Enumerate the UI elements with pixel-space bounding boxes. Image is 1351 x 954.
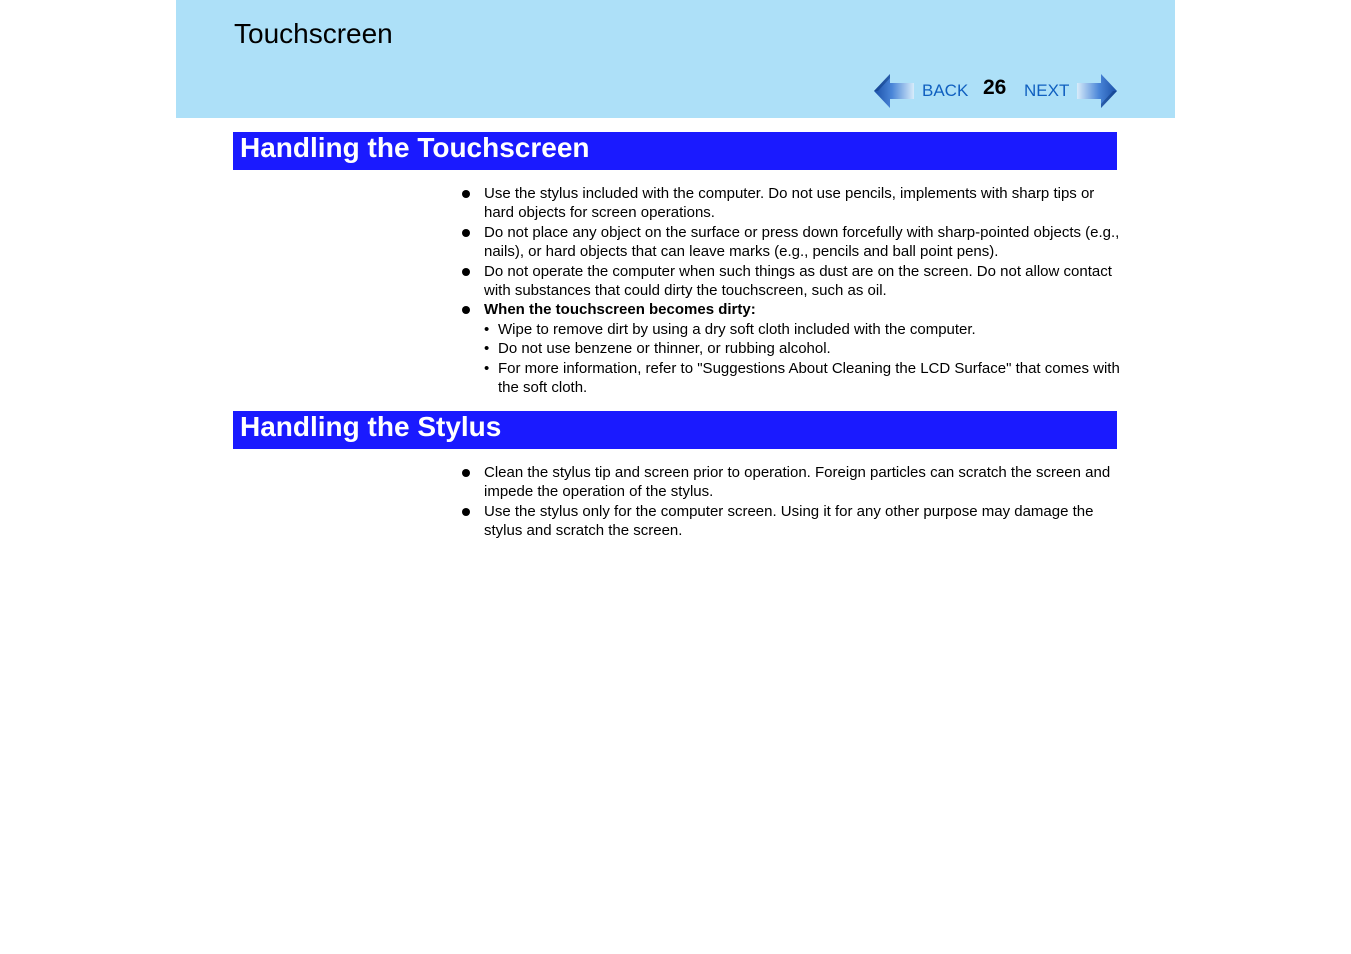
bullet-icon — [462, 229, 470, 237]
bullet-icon — [462, 508, 470, 516]
list-item — [460, 300, 1120, 397]
page-header — [176, 0, 1175, 118]
list-item — [460, 223, 1120, 262]
list-item — [460, 463, 1120, 502]
sub-bullet: • — [484, 320, 490, 338]
list-item-text: Use the stylus included with the computer. Do not use pencils, implements with sharp tips or hard objects for screen operations. — [484, 185, 1095, 222]
list-item-subheading: When the touchscreen becomes dirty: — [484, 301, 756, 319]
page-title: Touchscreen — [234, 18, 393, 49]
list-item-text: Do not operate the computer when such things as dust are on the screen. Do not allow contact with substances that could dirty the touchscreen, such as oil. — [484, 262, 1112, 300]
section-heading-stylus: Handling the Stylus — [233, 411, 1117, 449]
section-body-stylus — [460, 463, 1120, 541]
back-link[interactable]: BACK — [922, 81, 969, 100]
page-number: 26 — [983, 76, 1007, 99]
section-heading-touchscreen: Handling the Touchscreen — [233, 132, 1117, 170]
next-link[interactable]: NEXT — [1024, 81, 1070, 100]
sub-list-item — [484, 359, 1120, 398]
sub-list-item — [484, 339, 1120, 358]
sub-list-item-text: Wipe to remove dirt by using a dry soft cloth included with the computer. — [498, 320, 976, 338]
bullet-icon — [462, 268, 470, 276]
list-item-text: Clean the stylus tip and screen prior to operation. Foreign particles can scratch the screen and impede the operation of the stylus. — [484, 464, 1111, 501]
list-item-text: Do not place any object on the surface or press down forcefully with sharp-pointed objects (e.g., nails), or hard objects that can leave marks (e.g., pencils and ball point pens). — [484, 223, 1120, 261]
sub-bullet: • — [484, 359, 490, 377]
sub-list-item — [484, 320, 1120, 339]
list-item — [460, 184, 1120, 223]
page-navigation — [874, 72, 1118, 110]
list-item-text: Use the stylus only for the computer screen. Using it for any other purpose may damage the stylus and scratch the screen. — [484, 502, 1094, 540]
list-item — [460, 502, 1120, 541]
bullet-icon — [462, 190, 470, 198]
left-arrow-icon[interactable] — [874, 72, 914, 110]
sub-list-item-text: For more information, refer to "Suggestions About Cleaning the LCD Surface" that comes with the soft cloth. — [498, 359, 1120, 397]
sub-list — [484, 320, 1120, 398]
sub-list-item-text: Do not use benzene or thinner, or rubbing alcohol. — [498, 340, 831, 358]
list-item — [460, 262, 1120, 301]
section-body-touchscreen — [460, 184, 1120, 397]
sub-bullet: • — [484, 340, 490, 358]
bullet-icon — [462, 306, 470, 314]
bullet-icon — [462, 469, 470, 477]
right-arrow-icon[interactable] — [1077, 72, 1117, 110]
